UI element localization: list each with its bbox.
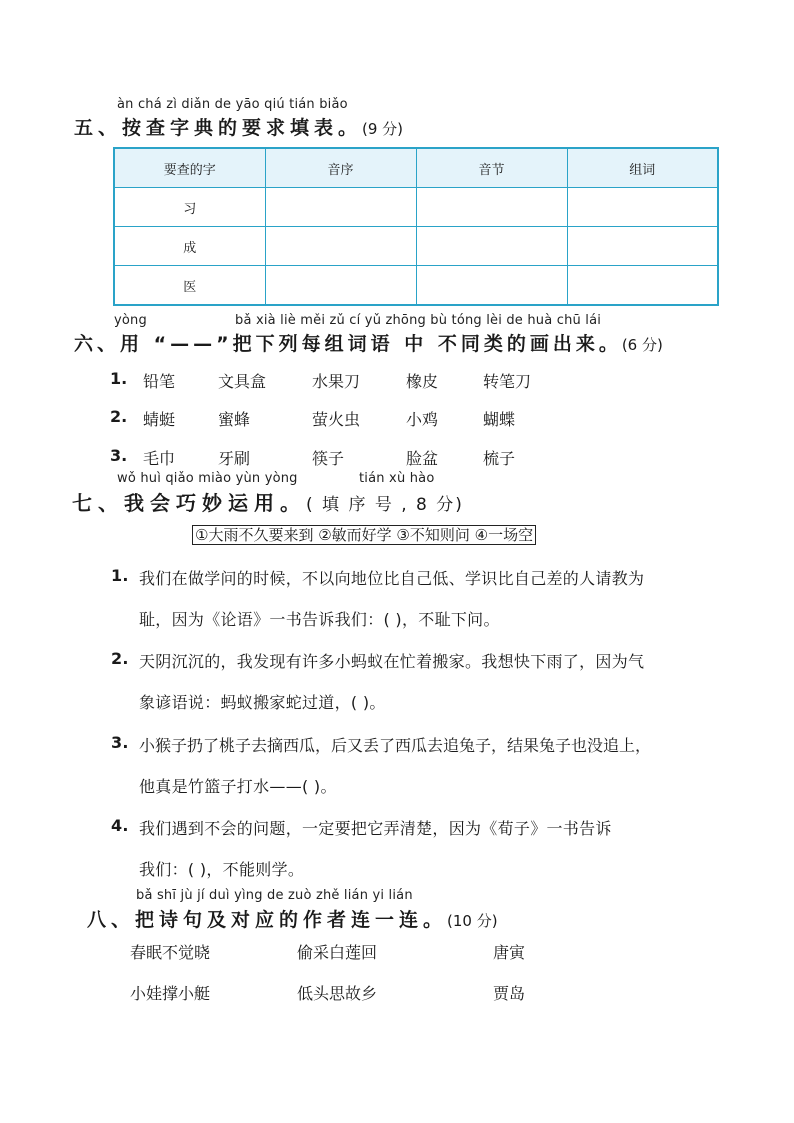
poem-line[interactable]: 小娃撑小艇 xyxy=(130,984,211,1003)
section6-title xyxy=(74,329,663,356)
section6-pinyin-b: bǎ xià liè měi zǔ cí yǔ zhōng bù tóng lèi de huà chū lái xyxy=(235,313,602,328)
author-name[interactable]: 贾岛 xyxy=(493,984,526,1003)
word[interactable]: 脸盆 xyxy=(406,449,439,468)
word[interactable]: 小鸡 xyxy=(406,410,439,429)
word[interactable]: 水果刀 xyxy=(312,372,361,391)
word[interactable]: 蜜蜂 xyxy=(218,410,251,429)
word[interactable]: 转笔刀 xyxy=(483,372,532,391)
table-header: 音序 xyxy=(265,148,416,188)
word[interactable]: 毛巾 xyxy=(143,449,176,468)
group-number: 1. xyxy=(110,369,128,388)
table-row xyxy=(114,266,718,306)
section7-pinyin-a: wǒ huì qiǎo miào yùn yòng xyxy=(117,471,298,486)
question-2 xyxy=(111,649,129,668)
question-line: 象谚语说：蚂蚁搬家蛇过道，( )。 xyxy=(139,693,386,712)
table-cell-blank[interactable] xyxy=(265,266,416,306)
section7-title-text: 七、我会巧妙运用。 xyxy=(72,491,306,515)
section5-title xyxy=(74,113,403,140)
word[interactable]: 橡皮 xyxy=(406,372,439,391)
section8-title xyxy=(87,905,498,932)
table-cell-blank[interactable] xyxy=(416,227,567,266)
dictionary-table xyxy=(113,147,719,306)
word[interactable]: 蝴蝶 xyxy=(483,410,516,429)
table-cell-char: 医 xyxy=(114,266,265,306)
author-name[interactable]: 唐寅 xyxy=(493,943,526,962)
section8-pinyin: bǎ shī jù jí duì yìng de zuò zhě lián yi lián xyxy=(136,888,413,903)
table-cell-blank[interactable] xyxy=(265,188,416,227)
section8-title-text: 八、把诗句及对应的作者连一连。 xyxy=(87,909,448,931)
question-4 xyxy=(111,816,129,835)
table-row xyxy=(114,227,718,266)
poem-line[interactable]: 低头思故乡 xyxy=(297,984,378,1003)
table-header-row xyxy=(114,148,718,188)
question-line: 我们在做学问的时候，不以向地位比自己低、学识比自己差的人请教为 xyxy=(139,569,645,588)
options-box xyxy=(192,524,536,545)
question-3 xyxy=(111,733,129,752)
question-line: 耻，因为《论语》一书告诉我们：( )，不耻下问。 xyxy=(139,610,500,629)
section7-pinyin-b: tián xù hào xyxy=(359,471,435,486)
section8-points: (10 分) xyxy=(447,912,498,930)
question-line: 小猴子扔了桃子去摘西瓜，后又丢了西瓜去追兔子，结果兔子也没追上， xyxy=(139,736,652,755)
poem-line[interactable]: 春眠不觉晓 xyxy=(130,943,211,962)
question-1 xyxy=(111,566,129,585)
word[interactable]: 蜻蜓 xyxy=(143,410,176,429)
question-number: 3. xyxy=(111,733,129,752)
section6-points: (6 分) xyxy=(621,336,663,354)
section5-points: (9 分) xyxy=(362,120,404,138)
question-line: 我们遇到不会的问题，一定要把它弄清楚，因为《荀子》一书告诉 xyxy=(139,819,612,838)
group-row-3 xyxy=(110,446,127,465)
table-cell-blank[interactable] xyxy=(567,227,718,266)
group-number: 3. xyxy=(110,446,128,465)
section7-title xyxy=(72,487,464,516)
table-header: 组词 xyxy=(567,148,718,188)
section7-points: ( 填 序 号 , 8 分) xyxy=(306,495,464,515)
table-cell-blank[interactable] xyxy=(567,266,718,306)
word[interactable]: 梳子 xyxy=(483,449,516,468)
table-header: 音节 xyxy=(416,148,567,188)
question-number: 2. xyxy=(111,649,129,668)
word[interactable]: 萤火虫 xyxy=(312,410,361,429)
options-text: ①大雨不久要来到 ②敏而好学 ③不知则问 ④一场空 xyxy=(192,525,536,545)
table-cell-blank[interactable] xyxy=(416,188,567,227)
table-cell-blank[interactable] xyxy=(265,227,416,266)
table-header: 要查的字 xyxy=(114,148,265,188)
word[interactable]: 牙刷 xyxy=(218,449,251,468)
section6-pinyin-a: yòng xyxy=(114,313,147,328)
question-number: 1. xyxy=(111,566,129,585)
table-cell-char: 习 xyxy=(114,188,265,227)
group-number: 2. xyxy=(110,407,128,426)
word[interactable]: 筷子 xyxy=(312,449,345,468)
group-row-2 xyxy=(110,407,127,426)
question-number: 4. xyxy=(111,816,129,835)
question-line: 我们：( )，不能则学。 xyxy=(139,860,305,879)
poem-line[interactable]: 偷采白莲回 xyxy=(297,943,378,962)
word[interactable]: 铅笔 xyxy=(143,372,176,391)
table-cell-char: 成 xyxy=(114,227,265,266)
word[interactable]: 文具盒 xyxy=(218,372,267,391)
section5-pinyin: àn chá zì diǎn de yāo qiú tián biǎo xyxy=(117,97,348,112)
table-cell-blank[interactable] xyxy=(416,266,567,306)
group-row-1 xyxy=(110,369,127,388)
table-cell-blank[interactable] xyxy=(567,188,718,227)
table-row xyxy=(114,188,718,227)
section6-title-text: 六、用 “——”把下列每组词语 中 不同类的画出来。 xyxy=(74,333,622,355)
section5-title-text: 五、按查字典的要求填表。 xyxy=(74,117,363,139)
question-line: 他真是竹篮子打水——( )。 xyxy=(139,777,337,796)
question-line: 天阴沉沉的，我发现有许多小蚂蚁在忙着搬家。我想快下雨了，因为气 xyxy=(139,652,645,671)
